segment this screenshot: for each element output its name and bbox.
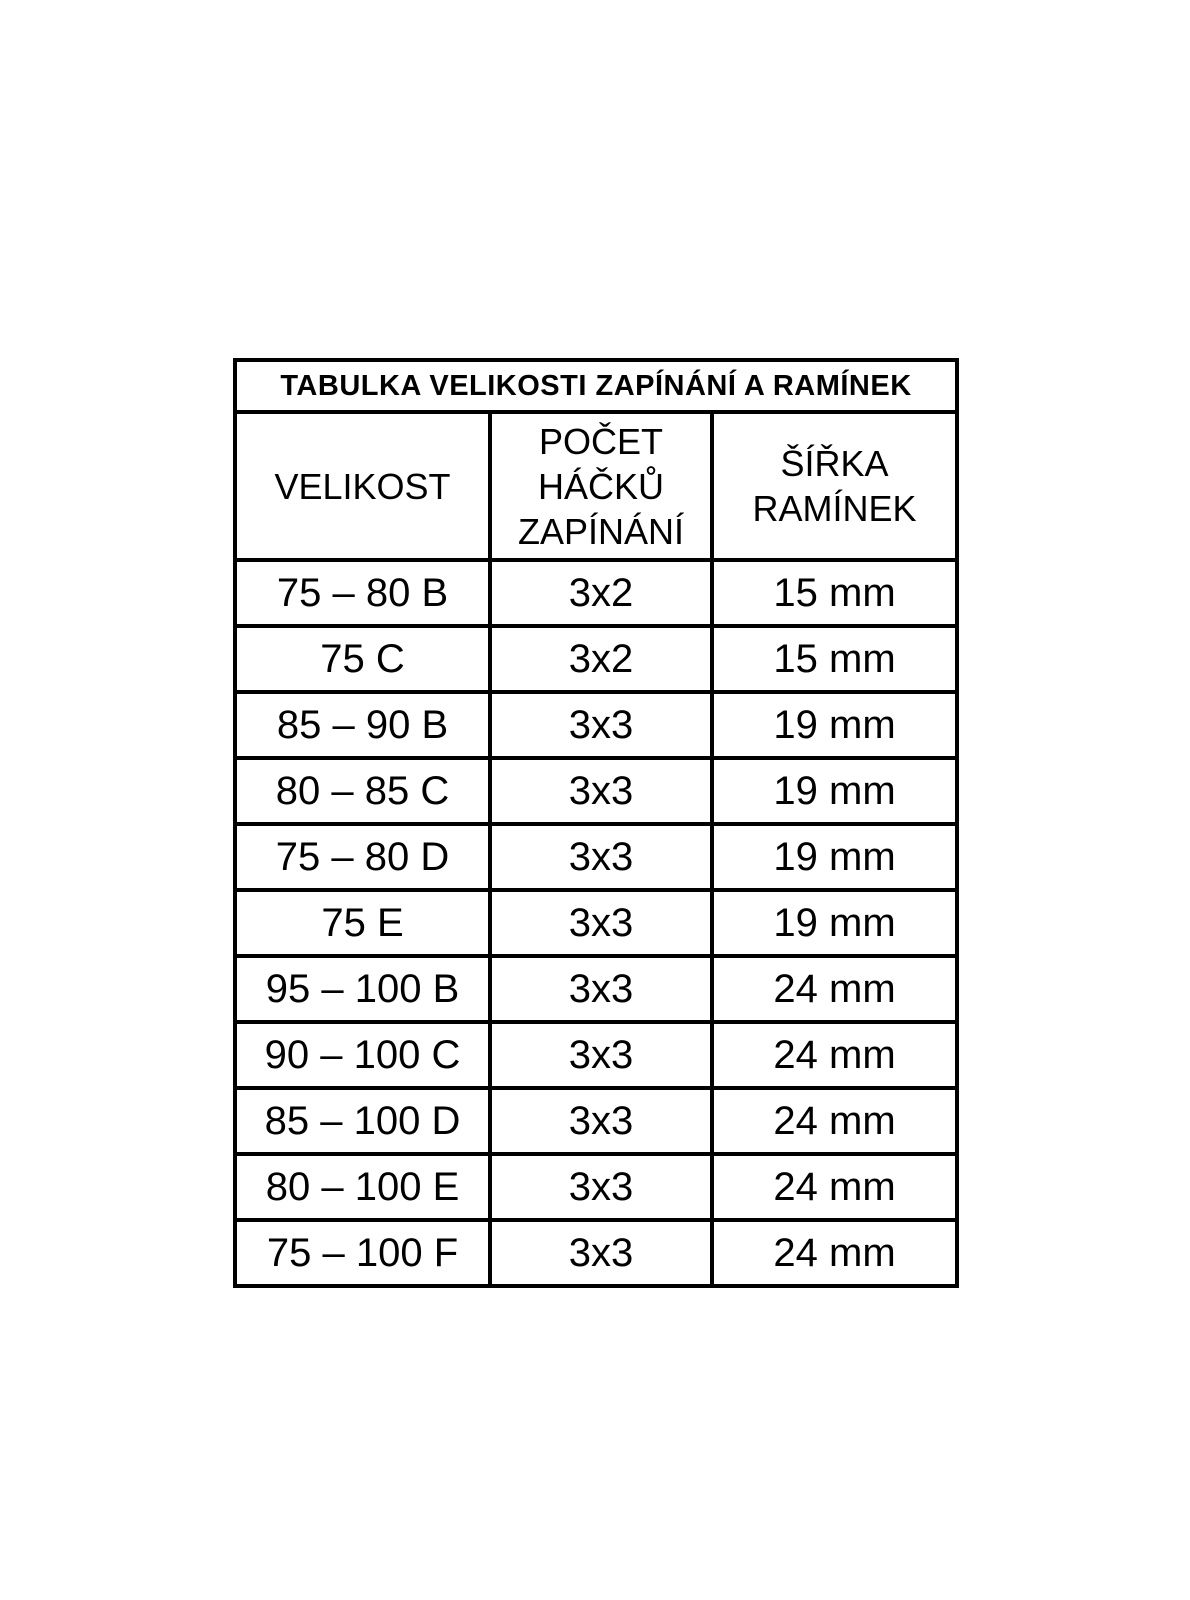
column-header-velikost-label: VELIKOST xyxy=(274,465,451,507)
table-row xyxy=(235,956,957,1022)
strap-cell: 24 mm xyxy=(712,1088,957,1154)
hooks-cell: 3x3 xyxy=(490,758,712,824)
table-row xyxy=(235,692,957,758)
strap-cell: 24 mm xyxy=(712,1154,957,1220)
size-cell: 80 – 100 E xyxy=(235,1154,490,1220)
size-table xyxy=(233,358,959,1288)
hooks-cell: 3x3 xyxy=(490,956,712,1022)
hooks-cell: 3x3 xyxy=(490,890,712,956)
hooks-cell: 3x3 xyxy=(490,824,712,890)
table-title: TABULKA VELIKOSTI ZAPÍNÁNÍ A RAMÍNEK xyxy=(235,360,957,412)
hooks-cell: 3x2 xyxy=(490,560,712,626)
column-header-velikost xyxy=(235,412,490,560)
size-cell: 95 – 100 B xyxy=(235,956,490,1022)
hooks-cell: 3x3 xyxy=(490,1220,712,1286)
strap-cell: 19 mm xyxy=(712,758,957,824)
size-cell: 75 E xyxy=(235,890,490,956)
size-cell: 75 C xyxy=(235,626,490,692)
strap-cell: 19 mm xyxy=(712,692,957,758)
hooks-cell: 3x3 xyxy=(490,1154,712,1220)
header-row xyxy=(235,412,957,560)
column-header-sirka-raminek xyxy=(712,412,957,560)
strap-cell: 24 mm xyxy=(712,1220,957,1286)
size-cell: 90 – 100 C xyxy=(235,1022,490,1088)
size-cell: 75 – 80 D xyxy=(235,824,490,890)
column-header-pocet-hacku-zapinani-label: POČET HÁČKŮ ZAPÍNÁNÍ xyxy=(517,420,685,552)
size-cell: 75 – 80 B xyxy=(235,560,490,626)
table-row xyxy=(235,1022,957,1088)
strap-cell: 19 mm xyxy=(712,890,957,956)
strap-cell: 15 mm xyxy=(712,560,957,626)
strap-cell: 15 mm xyxy=(712,626,957,692)
column-header-pocet-hacku-zapinani xyxy=(490,412,712,560)
size-cell: 85 – 90 B xyxy=(235,692,490,758)
table-row xyxy=(235,626,957,692)
strap-cell: 24 mm xyxy=(712,956,957,1022)
table-row xyxy=(235,890,957,956)
hooks-cell: 3x2 xyxy=(490,626,712,692)
table-row xyxy=(235,824,957,890)
table-row xyxy=(235,1220,957,1286)
strap-cell: 24 mm xyxy=(712,1022,957,1088)
strap-cell: 19 mm xyxy=(712,824,957,890)
table-row xyxy=(235,1154,957,1220)
hooks-cell: 3x3 xyxy=(490,1022,712,1088)
table-row xyxy=(235,560,957,626)
table-row xyxy=(235,758,957,824)
hooks-cell: 3x3 xyxy=(490,692,712,758)
size-cell: 80 – 85 C xyxy=(235,758,490,824)
hooks-cell: 3x3 xyxy=(490,1088,712,1154)
size-cell: 75 – 100 F xyxy=(235,1220,490,1286)
size-cell: 85 – 100 D xyxy=(235,1088,490,1154)
title-row xyxy=(235,360,957,412)
column-header-sirka-raminek-label: ŠÍŘKA RAMÍNEK xyxy=(752,443,917,529)
table-row xyxy=(235,1088,957,1154)
